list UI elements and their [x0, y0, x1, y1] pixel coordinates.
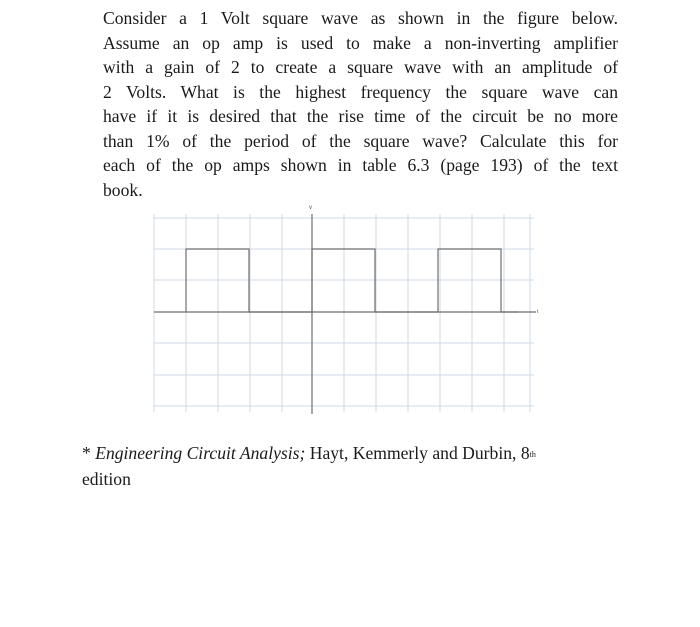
book-authors: Hayt, Kemmerly and Durbin, 8 — [305, 443, 530, 463]
square-wave-figure — [150, 200, 545, 425]
footnote-citation — [82, 440, 642, 492]
problem-line: Assume an op amp is used to make a non-inverting amplifier — [103, 32, 618, 53]
y-axis-label: v — [309, 205, 312, 211]
problem-line: than 1% of the period of the square wave? Calculate this for — [103, 130, 618, 151]
grid — [154, 214, 534, 412]
square-wave-svg — [150, 200, 545, 420]
problem-statement — [103, 6, 618, 202]
edition-superscript: th — [529, 450, 536, 459]
problem-line: book. — [103, 179, 143, 200]
problem-line: Consider a 1 Volt square wave as shown in the figure below. — [103, 8, 618, 28]
edition-word: edition — [82, 469, 131, 489]
problem-line: 2 Volts. What is the highest frequency the square wave can — [103, 81, 618, 102]
book-title: Engineering Circuit Analysis; — [95, 443, 306, 463]
problem-line: each of the op amps shown in table 6.3 (page 193) of the text — [103, 155, 618, 175]
footnote-asterisk: * — [82, 443, 96, 463]
problem-line: have if it is desired that the rise time of the circuit be no more — [103, 106, 618, 126]
x-axis-label: t — [537, 309, 539, 315]
problem-line: with a gain of 2 to create a square wave with an amplitude of — [103, 57, 618, 77]
